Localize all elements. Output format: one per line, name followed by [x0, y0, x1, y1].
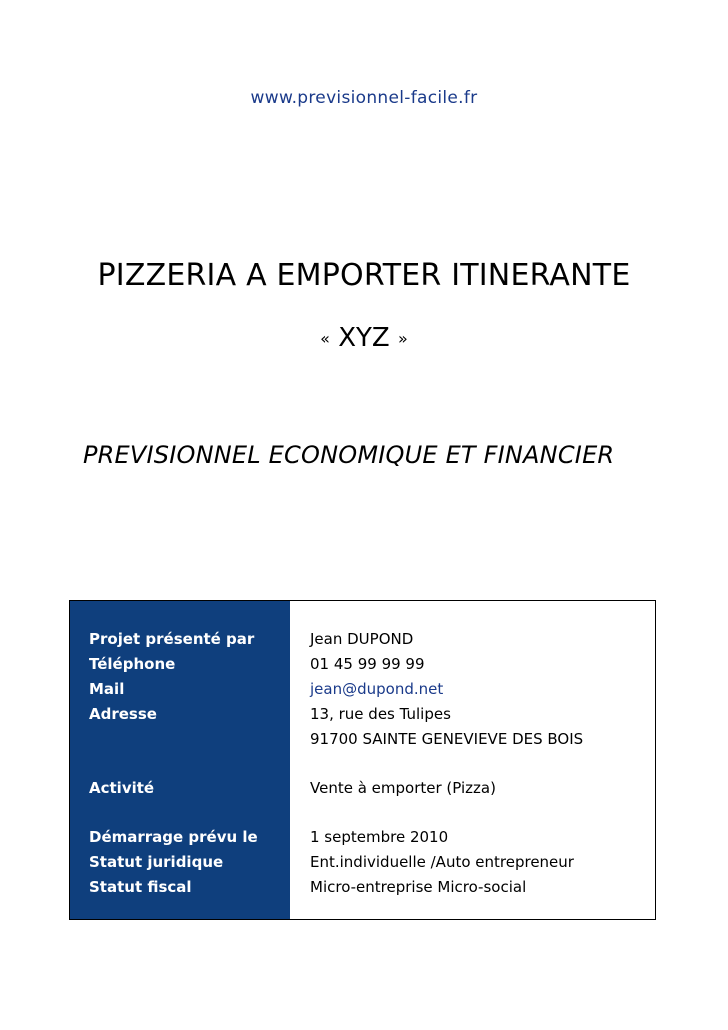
document-subtitle — [0, 323, 728, 353]
spacer — [310, 801, 655, 825]
project-value: Jean DUPOND — [310, 630, 414, 648]
legal-status-label: Statut juridique — [89, 853, 224, 871]
company-name: XYZ — [338, 323, 390, 353]
address-label: Adresse — [89, 705, 157, 723]
document-heading: PREVISIONNEL ECONOMIQUE ET FINANCIER — [83, 441, 615, 469]
open-quote: « — [320, 329, 330, 348]
project-info-box — [69, 600, 656, 920]
address-label-spacer — [89, 727, 290, 752]
spacer — [89, 752, 290, 776]
start-label: Démarrage prévu le — [89, 828, 258, 846]
info-labels-column — [70, 601, 290, 919]
tax-status-label: Statut fiscal — [89, 878, 192, 896]
close-quote: » — [398, 329, 408, 348]
info-values-column — [290, 601, 655, 919]
address-line-2: 91700 SAINTE GENEVIEVE DES BOIS — [310, 730, 584, 748]
mail-label: Mail — [89, 680, 125, 698]
activity-label: Activité — [89, 779, 155, 797]
spacer — [89, 801, 290, 825]
project-label: Projet présenté par — [89, 630, 255, 648]
document-title: PIZZERIA A EMPORTER ITINERANTE — [97, 258, 631, 293]
spacer — [310, 752, 655, 776]
website-link[interactable]: www.previsionnel-facile.fr — [250, 88, 478, 108]
phone-value: 01 45 99 99 99 — [310, 655, 425, 673]
address-line-1: 13, rue des Tulipes — [310, 705, 451, 723]
start-value: 1 septembre 2010 — [310, 828, 449, 846]
tax-status-value: Micro-entreprise Micro-social — [310, 878, 527, 896]
legal-status-value: Ent.individuelle /Auto entrepreneur — [310, 853, 574, 871]
activity-value: Vente à emporter (Pizza) — [310, 779, 496, 797]
phone-label: Téléphone — [89, 655, 176, 673]
mail-link[interactable]: jean@dupond.net — [310, 680, 444, 698]
